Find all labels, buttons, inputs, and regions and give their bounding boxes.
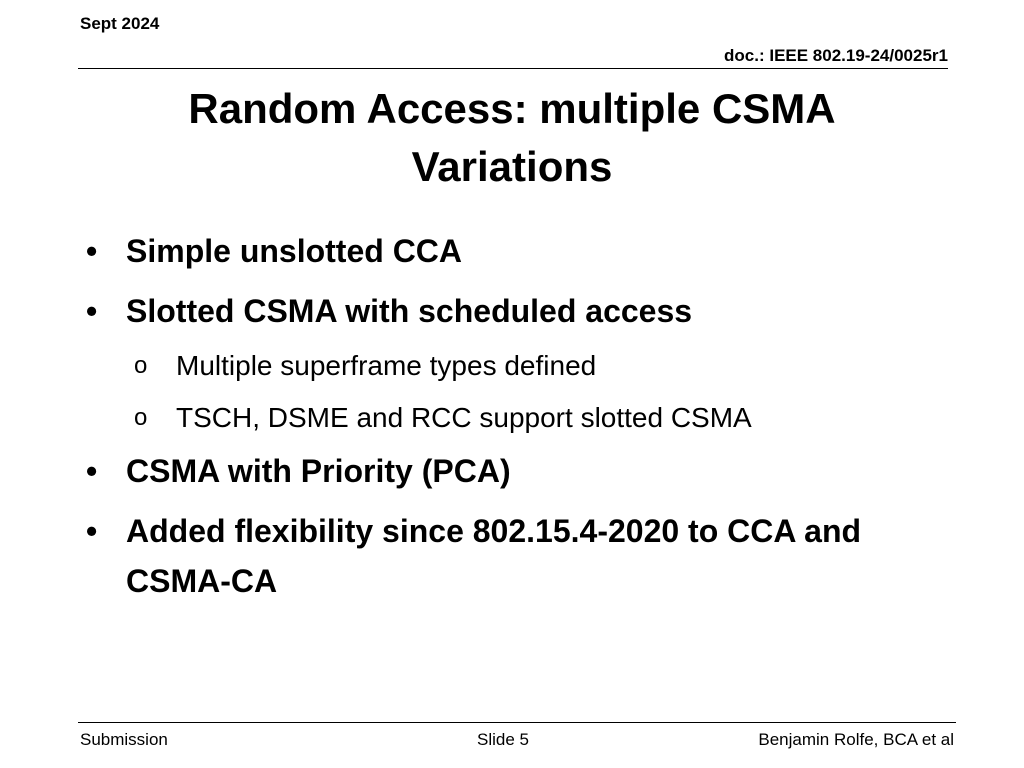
sub-bullet-item: [84, 340, 944, 392]
bullet-item: [84, 506, 944, 606]
bullet-text: Slotted CSMA with scheduled access: [126, 293, 693, 329]
footer-slide-number: Slide 5: [477, 730, 529, 749]
footer-submission: Submission: [80, 730, 168, 749]
header-date: Sept 2024: [80, 14, 160, 33]
bullet-icon: •: [86, 233, 98, 269]
header-doc-id: doc.: IEEE 802.19-24/0025r1: [724, 46, 948, 65]
bullet-icon: •: [86, 293, 98, 329]
sub-bullet-item: [84, 392, 944, 444]
bullet-icon: •: [86, 513, 98, 549]
bullet-text: CSMA with Priority (PCA): [126, 453, 511, 489]
footer-author: Benjamin Rolfe, BCA et al: [758, 730, 954, 749]
bullet-item: [84, 446, 944, 496]
bullet-icon: •: [86, 453, 98, 489]
sub-bullet-group: [84, 340, 944, 444]
bullet-item: [84, 286, 944, 336]
bullet-text: Added flexibility since 802.15.4-2020 to CCA and CSMA-CA: [126, 513, 862, 599]
bullet-list: [84, 226, 944, 616]
sub-bullet-text: TSCH, DSME and RCC support slotted CSMA: [176, 402, 752, 433]
footer-divider: [78, 722, 956, 723]
bullet-text: Simple unslotted CCA: [126, 233, 463, 269]
bullet-item: [84, 226, 944, 276]
header-divider: [78, 68, 948, 69]
sub-bullet-icon: o: [134, 352, 148, 379]
slide-title: Random Access: multiple CSMA Variations: [188, 85, 836, 190]
sub-bullet-list: [84, 340, 944, 444]
sub-bullet-text: Multiple superframe types defined: [176, 350, 597, 381]
sub-bullet-icon: o: [134, 404, 148, 431]
